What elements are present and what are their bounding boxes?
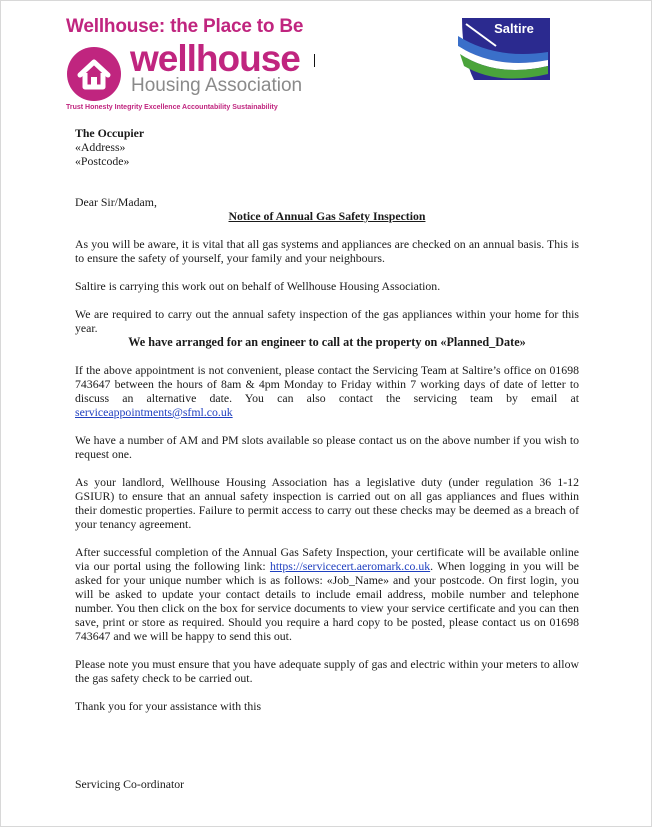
text-cursor <box>314 54 315 67</box>
recipient-name: The Occupier <box>75 126 145 140</box>
rearrange-text: If the above appointment is not convenient, please contact the Servicing Team at Saltire’s office on 01698 743647 between the hours of 8am & 4pm Monday to Friday within 7 working days of date of letter to discuss an alternative date. You can also contact the servicing team by email at <box>75 363 579 405</box>
saltire-logo-icon <box>456 16 552 82</box>
paragraph-supply: Please note you must ensure that you have adequate supply of gas and electric within your meters to allow the gas safety check to be carried out. <box>75 657 579 685</box>
paragraph-rearrange <box>75 363 579 419</box>
wellhouse-house-logo-icon <box>66 46 122 102</box>
portal-link[interactable]: https://servicecert.aeromark.co.uk <box>269 559 431 573</box>
logo-subtitle: Housing Association <box>131 75 303 96</box>
saltire-logo-text: Saltire <box>494 21 534 36</box>
certificate-text-end: . When logging in you will be asked for your unique number which is as follows: «Job_Name» and your postcode. On first login, you will be asked to update your contact details to include email address, mobile number and telephone number. You then click on the box for service documents to view your service certificate and you can then save, print or store as required. Should you require a hard copy to be posted, please contact us on 01698 743647 and we will be happy to send this out. <box>75 559 579 643</box>
recipient-address: «Address» <box>75 140 126 154</box>
certificate-text-start: After successful completion of the Annual Gas Safety Inspection, your certificate will be available online via our portal using the following link: <box>75 545 579 573</box>
paragraph-on-behalf: Saltire is carrying this work out on behalf of Wellhouse Housing Association. <box>75 279 441 293</box>
signoff: Servicing Co-ordinator <box>75 777 185 791</box>
tagline: Wellhouse: the Place to Be <box>66 16 304 37</box>
paragraph-slots: We have a number of AM and PM slots available so please contact us on the above number if you wish to request one. <box>75 433 579 461</box>
email-link[interactable]: serviceappointments@sfml.co.uk <box>75 405 233 419</box>
closing-line: Thank you for your assistance with this <box>75 699 262 713</box>
paragraph-requirement: We are required to carry out the annual safety inspection of the gas appliances within your home for this year. <box>75 307 579 335</box>
paragraph-importance: As you will be aware, it is vital that all gas systems and appliances are checked on an annual basis. This is to ensure the safety of yourself, your family and your neighbours. <box>75 237 579 265</box>
appointment-line: We have arranged for an engineer to call at the property on «Planned_Date» <box>128 335 526 349</box>
values-line: Trust Honesty Integrity Excellence Accountability Sustainability <box>66 104 278 111</box>
logo-wordmark: wellhouse <box>130 38 300 79</box>
recipient-postcode: «Postcode» <box>75 154 130 168</box>
paragraph-certificate <box>75 545 579 643</box>
letter-body <box>75 126 579 791</box>
notice-title: Notice of Annual Gas Safety Inspection <box>228 209 426 223</box>
salutation: Dear Sir/Madam, <box>75 195 157 209</box>
paragraph-legal-duty: As your landlord, Wellhouse Housing Association has a legislative duty (under regulation 36 1-12 GSIUR) to ensure that an annual safety inspection is carried out on all gas appliances and flues within their domestic properties. Failure to permit access to carry out these checks may be deemed as a breach of your tenancy agreement. <box>75 475 579 531</box>
